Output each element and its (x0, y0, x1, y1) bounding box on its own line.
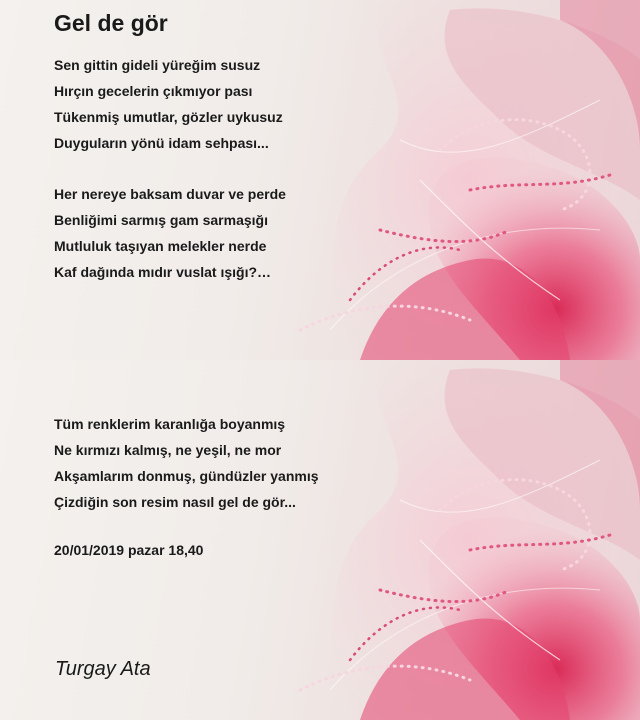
stanza-1 (54, 52, 283, 156)
verse-line: Çizdiğin son resim nasıl gel de gör... (54, 494, 296, 510)
verse-line: Sen gittin gideli yüreğim susuz (54, 57, 261, 73)
poem-panel-bottom (0, 360, 640, 720)
stanza-3 (54, 411, 319, 515)
verse-line: Tükenmiş umutlar, gözler uykusuz (54, 109, 283, 125)
poem-author: Turgay Ata (55, 658, 151, 680)
poem-title: Gel de gör (54, 10, 168, 36)
verse-line: Mutluluk taşıyan melekler nerde (54, 238, 267, 254)
verse-line: Ne kırmızı kalmış, ne yeşil, ne mor (54, 442, 282, 458)
verse-line: Her nereye baksam duvar ve perde (54, 186, 286, 202)
verse-line: Akşamlarım donmuş, gündüzler yanmış (54, 468, 319, 484)
verse-line: Kaf dağında mıdır vuslat ışığı?… (54, 264, 272, 280)
stanza-2 (54, 181, 286, 285)
verse-line: Benliğimi sarmış gam sarmaşığı (54, 212, 268, 228)
verse-line: Tüm renklerim karanlığa boyanmış (54, 416, 286, 432)
poem-date: 20/01/2019 pazar 18,40 (54, 542, 204, 558)
verse-line: Hırçın gecelerin çıkmıyor pası (54, 83, 253, 99)
verse-line: Duyguların yönü idam sehpası... (54, 135, 269, 151)
